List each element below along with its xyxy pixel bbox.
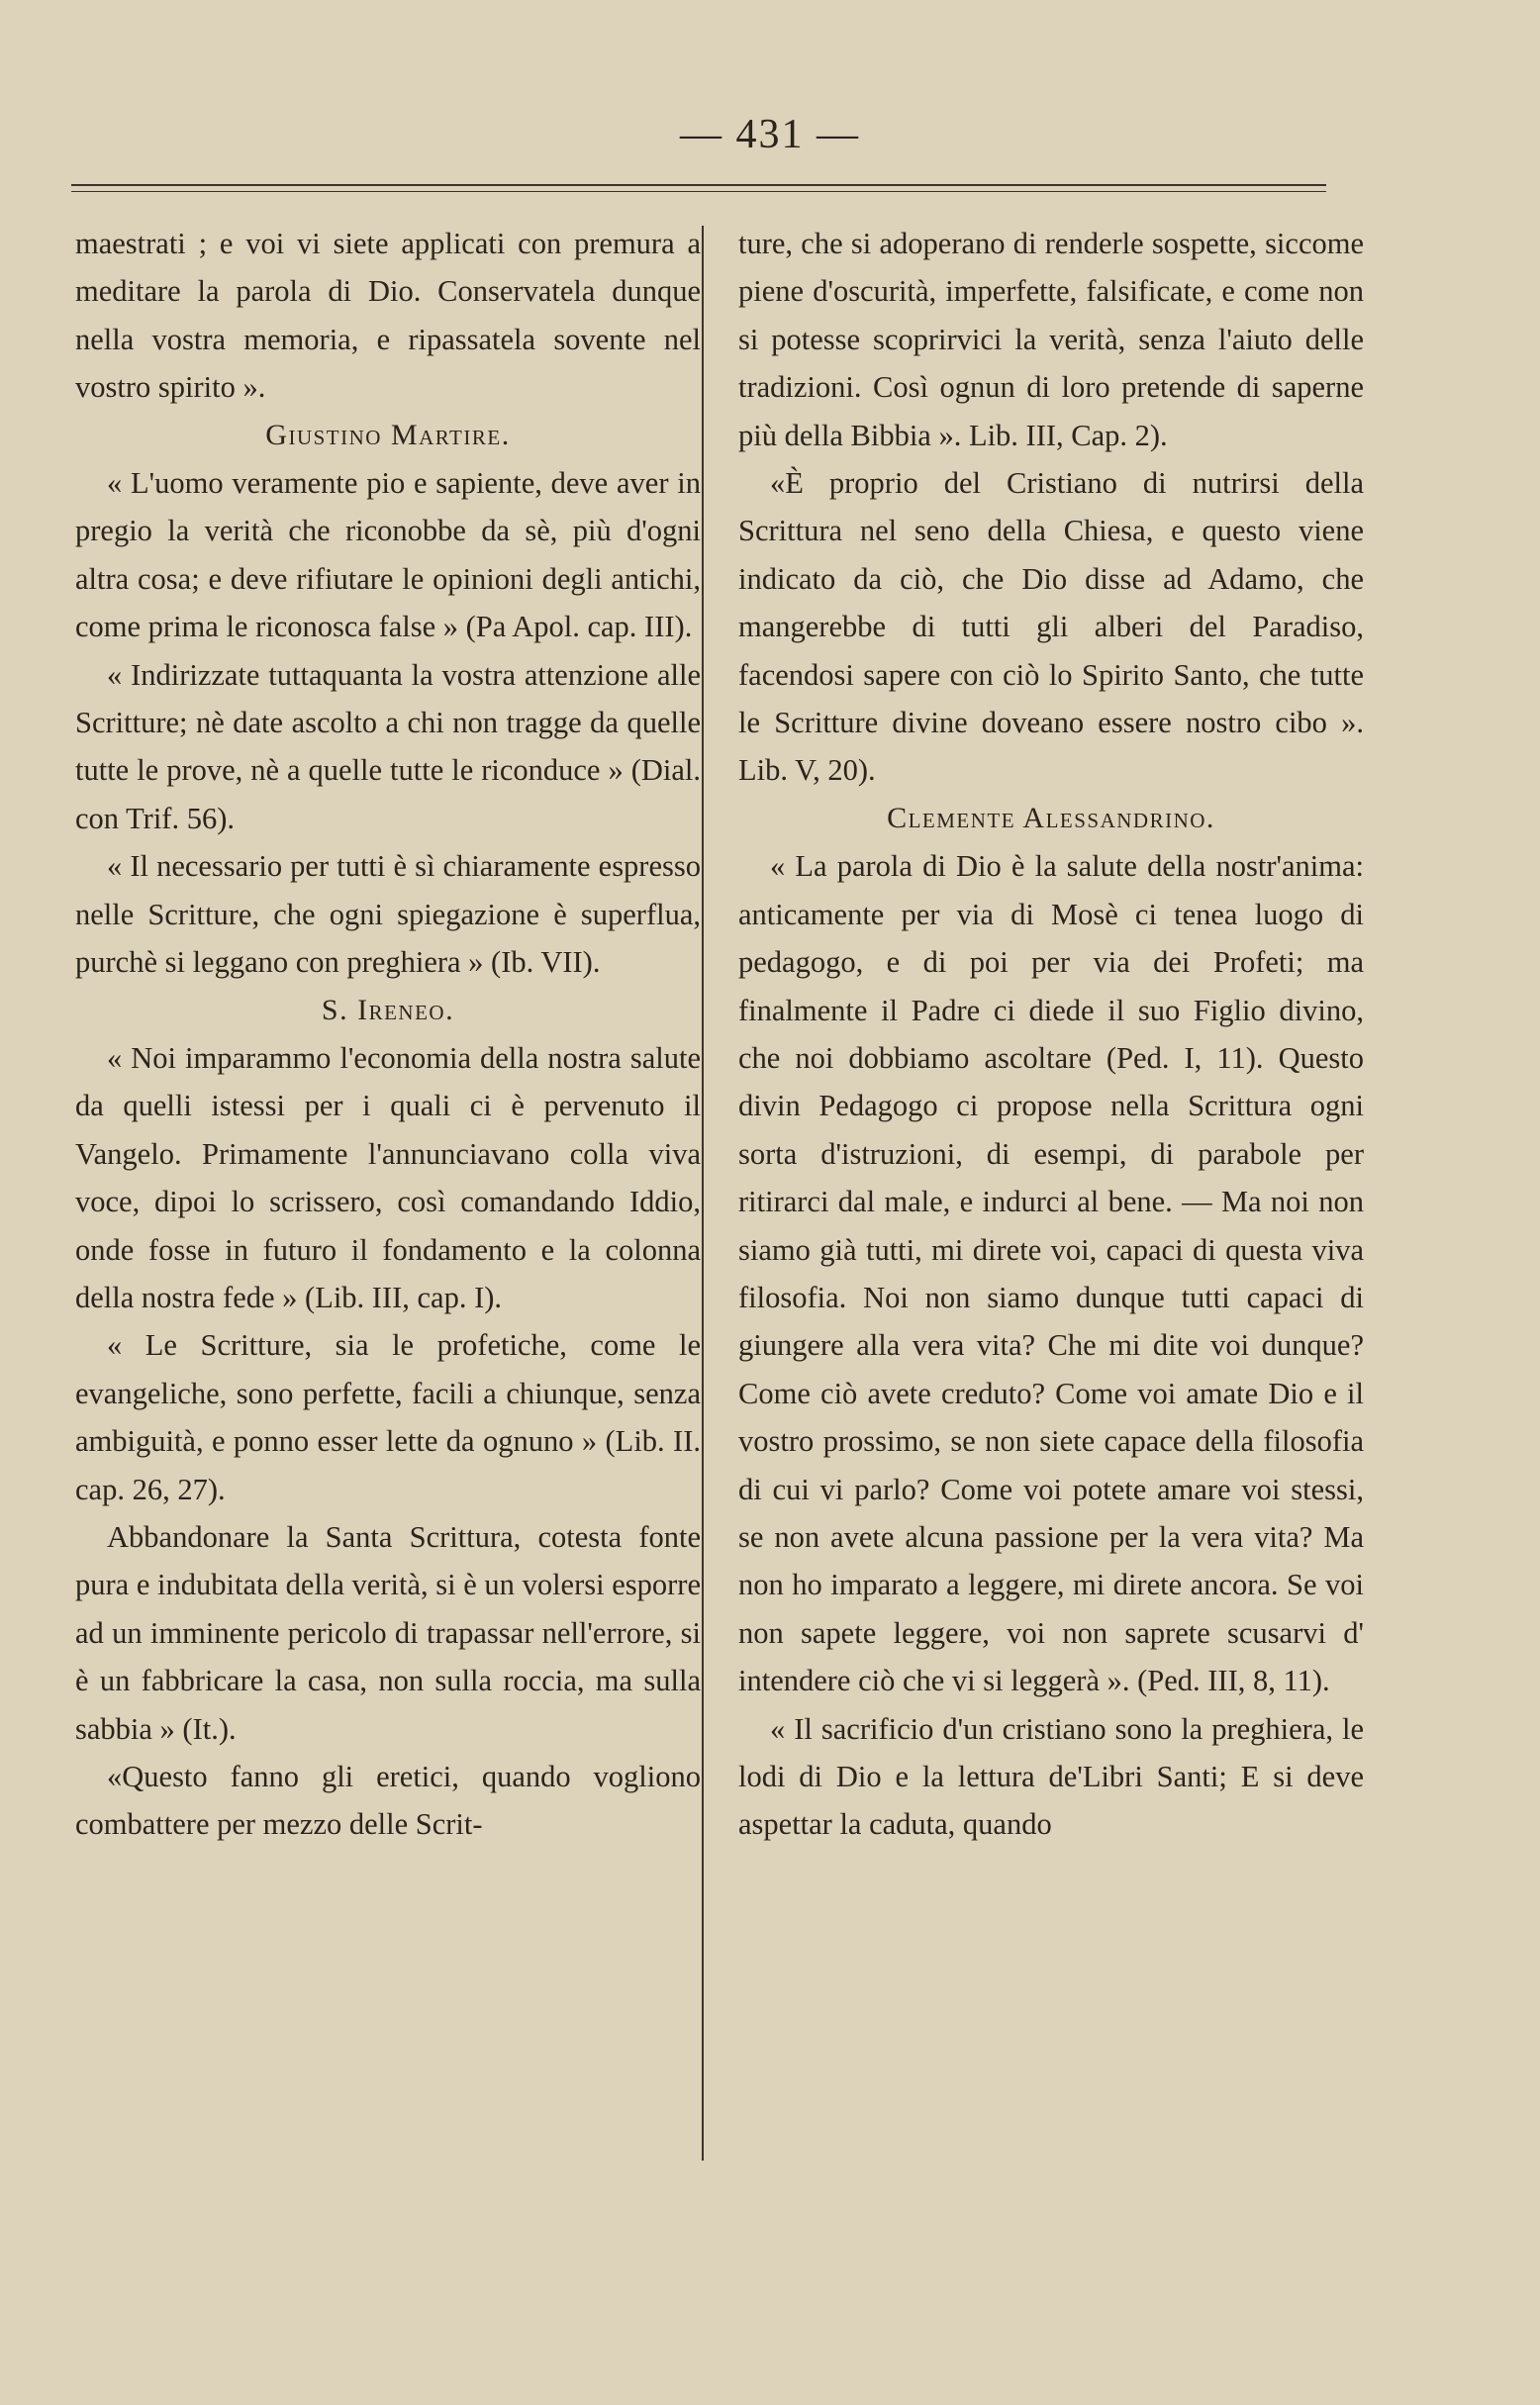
paragraph: « Le Scritture, sia le profetiche, come le evangeliche, sono perfette, facili a chiunque, senza ambiguità, e ponno esser lette da ognuno » (Lib. II. cap. 26, 27).: [75, 1328, 701, 1506]
page-number: — 431 —: [680, 112, 860, 157]
section-heading: S. Ireneo.: [321, 993, 455, 1026]
left-column: [75, 220, 701, 1849]
section-heading: Clemente Alessandrino.: [887, 801, 1215, 834]
paragraph: Abbandonare la Santa Scrittura, cotesta fonte pura e indubitata della verità, si è un volersi esporre ad un imminente pericolo di trapassar nell'errore, si è un fabbricare la casa, non sulla roccia, ma sulla sabbia » (It.).: [75, 1519, 701, 1746]
paragraph: « Indirizzate tuttaquanta la vostra attenzione alle Scritture; nè date ascolto a chi non tragge da quelle tutte le prove, nè a quelle tutte le riconduce » (Dial. con Trif. 56).: [75, 657, 701, 835]
column-divider: [702, 226, 704, 2161]
paragraph: maestrati ; e voi vi siete applicati con premura a meditare la parola di Dio. Conservatela dunque nella vostra memoria, e ripassatela sovente nel vostro spirito ».: [75, 227, 701, 405]
header-rule-bottom: [71, 191, 1326, 192]
paragraph: «Questo fanno gli eretici, quando vogliono combattere per mezzo delle Scrit-: [75, 1760, 701, 1842]
paragraph: « L'uomo veramente pio e sapiente, deve aver in pregio la verità che riconobbe da sè, più d'ogni altra cosa; e deve rifiutare le opinioni degli antichi, come prima le riconosca false » (Pa Apol. cap. III).: [75, 466, 701, 644]
right-column: [738, 220, 1364, 1849]
paragraph: « Il sacrificio d'un cristiano sono la preghiera, le lodi di Dio e la lettura de'Libri Santi; E si deve aspettar la caduta, quando: [738, 1711, 1364, 1842]
paragraph: « Noi imparammo l'economia della nostra salute da quelli istessi per i quali ci è pervenuto il Vangelo. Primamente l'annunciavano colla viva voce, dipoi lo scrissero, così comandando Iddio, onde fosse in futuro il fondamento e la colonna della nostra fede » (Lib. III, cap. I).: [75, 1040, 701, 1314]
paragraph: ture, che si adoperano di renderle sospette, siccome piene d'oscurità, imperfette, falsificate, e come non si potesse scoprirvici la verità, senza l'aiuto delle tradizioni. Così ognun di loro pretende di saperne più della Bibbia ». Lib. III, Cap. 2).: [738, 227, 1364, 452]
paragraph: « Il necessario per tutti è sì chiaramente espresso nelle Scritture, che ogni spiegazione è superflua, purchè si leggano con preghiera » (Ib. VII).: [75, 849, 701, 980]
paragraph: « La parola di Dio è la salute della nostr'anima: anticamente per via di Mosè ci tenea luogo di pedagogo, e di poi per via dei Profeti; ma finalmente il Padre ci diede il suo Figlio divino, che noi dobbiamo ascoltare (Ped. I, 11). Questo divin Pedagogo ci propose nella Scrittura ogni sorta d'istruzioni, di esempi, di parabole per ritirarci dal male, e indurci al bene. — Ma noi non siamo già tutti, mi direte voi, capaci di questa viva filosofia. Noi non siamo dunque tutti capaci di giungere alla vera vita? Che mi dite voi dunque? Come ciò avete creduto? Come voi amate Dio e il vostro prossimo, se non siete capace della filosofia di cui vi parlo? Come voi potete amare voi stessi, se non avete alcuna passione per la vera vita? Ma non ho imparato a leggere, mi direte ancora. Se voi non sapete leggere, voi non saprete scusarvi d' intendere ciò che vi si leggerà ». (Ped. III, 8, 11).: [738, 849, 1364, 1698]
section-heading: Giustino Martire.: [265, 418, 511, 451]
header-rule-top: [71, 184, 1326, 186]
paragraph: «È proprio del Cristiano di nutrirsi della Scrittura nel seno della Chiesa, e questo viene indicato da ciò, che Dio disse ad Adamo, che mangerebbe di tutti gli alberi del Paradiso, facendosi sapere con ciò lo Spirito Santo, che tutte le Scritture divine doveano essere nostro cibo ». Lib. V, 20).: [738, 466, 1364, 788]
